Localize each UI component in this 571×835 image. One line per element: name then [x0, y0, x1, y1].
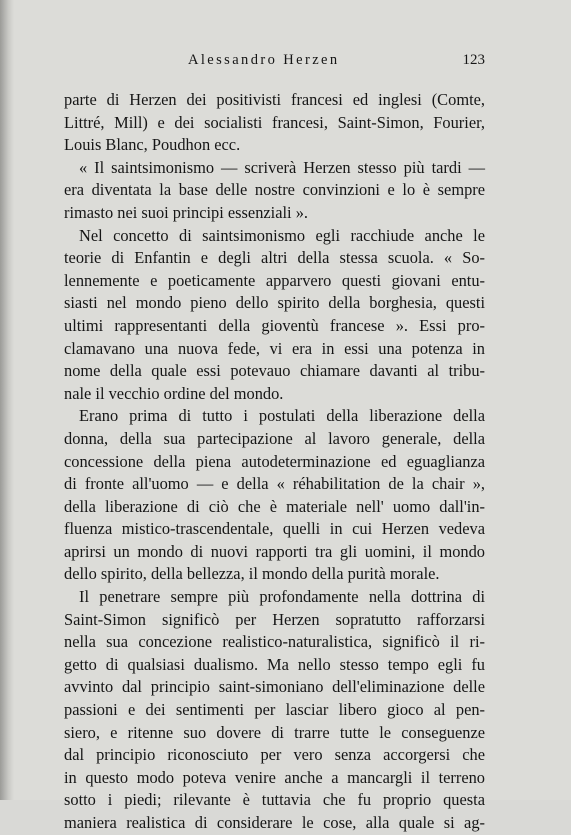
text-line: ultimi rappresentanti della gioventù francese ». Essi pro- [64, 315, 485, 335]
text-line: nella sua concezione realistico-naturalistica, significò il ri- [64, 632, 485, 652]
text-line: fluenza mistico-trascendentale, quelli in cui Herzen vedeva [64, 519, 485, 539]
text-line: clamavano una nuova fede, vi era in essi una potenza in [64, 338, 485, 358]
text-line: Littré, Mill) e dei socialisti francesi, Saint-Simon, Fourier, [64, 112, 485, 132]
text-line: « Il saintsimonismo — scriverà Herzen stesso più tardi — [79, 157, 485, 177]
text-line: teorie di Enfantin e degli altri della stessa scuola. « So- [64, 248, 485, 268]
text-line: nome della quale essi potevauo chiamare davanti al tribu- [64, 361, 485, 381]
text-line: Louis Blanc, Poudhon ecc. [64, 135, 241, 155]
text-line: Saint-Simon significò per Herzen sopratutto rafforzarsi [64, 609, 485, 629]
text-line: Il penetrare sempre più profondamente nella dottrina di [79, 587, 485, 607]
text-line: concessione della piena autodeterminazione ed eguaglianza [64, 451, 485, 471]
text-line: della liberazione di ciò che è materiale nell' uomo dall'in- [64, 496, 485, 516]
body-text [64, 89, 485, 835]
text-line: dal principio riconosciuto per vero senza accorgersi che [64, 745, 485, 765]
running-head: Alessandro Herzen [188, 52, 340, 68]
text-line: maniera realistica di considerare le cose, alla quale si ag- [64, 813, 485, 832]
text-line: getto di qualsiasi dualismo. Ma nello stesso tempo egli fu [64, 654, 485, 674]
text-line: aprirsi un mondo di nuovi rapporti tra gli uomini, il mondo [64, 541, 485, 561]
text-line: era diventata la base delle nostre convinzioni e lo è sempre [64, 180, 485, 200]
text-line: in questo modo poteva venire anche a mancargli il terreno [64, 767, 485, 787]
page-number: 123 [462, 52, 485, 68]
page-header [64, 52, 485, 74]
text-line: sotto i piedi; rilevante è tuttavia che fu proprio questa [64, 790, 485, 810]
text-line: parte di Herzen dei positivisti francesi ed inglesi (Comte, [64, 90, 485, 109]
text-line: lennemente e poeticamente apparvero questi giovani entu- [64, 270, 485, 290]
text-line: di fronte all'uomo — e della « réhabilitation de la chair », [64, 474, 485, 494]
text-line: avvinto dal principio saint-simoniano dell'eliminazione delle [64, 677, 485, 697]
text-line: Nel concetto di saintsimonismo egli racchiude anche le [79, 225, 485, 245]
text-line: dello spirito, della bellezza, il mondo della purità morale. [64, 564, 440, 584]
text-line: siero, e ritenne suo dovere di trarre tutte le conseguenze [64, 722, 485, 742]
text-line: passioni e dei sentimenti per lasciar libero gioco al pen- [64, 700, 485, 720]
text-line: siasti nel mondo pieno dello spirito della borghesia, questi [64, 293, 485, 313]
text-line: nale il vecchio ordine del mondo. [64, 383, 284, 403]
text-line: rimasto nei suoi principi essenziali ». [64, 202, 308, 222]
text-line: Erano prima di tutto i postulati della liberazione della [79, 406, 485, 426]
page-spine-shadow [0, 0, 14, 800]
text-line: donna, della sua partecipazione al lavoro generale, della [64, 428, 485, 448]
